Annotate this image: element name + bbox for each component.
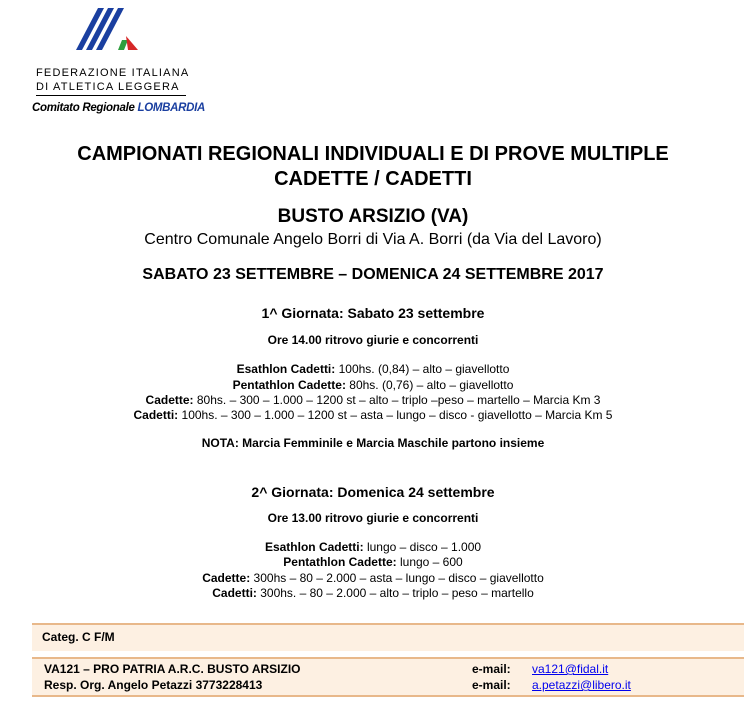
day1-line-label: Pentathlon Cadette: [232,378,346,392]
fidal-logo-icon [68,6,138,64]
day2-line [0,555,746,569]
day1-line-label: Cadette: [145,393,194,407]
event-title-line1: CAMPIONATI REGIONALI INDIVIDUALI E DI PROVE MULTIPLE [77,143,669,165]
event-title-line2: CADETTE / CADETTI [274,168,472,190]
day1-line-text: 80hs. – 300 – 1.000 – 1200 st – alto – triplo –peso – martello – Marcia Km 3 [193,393,601,407]
day1-nota: NOTA: Marcia Femminile e Marcia Maschile partono insieme [201,436,545,450]
day1-line [0,362,746,376]
day2-line-label: Cadette: [202,571,251,585]
comitato-prefix: Comitato Regionale [32,102,138,114]
day2-ritrovo: Ore 13.00 ritrovo giurie e concorrenti [267,511,479,525]
day2-line [0,540,746,554]
day2-line-text: lungo – 600 [396,555,463,569]
day2-heading: 2^ Giornata: Domenica 24 settembre [251,484,495,500]
organizer-contact: Resp. Org. Angelo Petazzi 3773228413 [44,678,263,692]
day2-line-label: Pentathlon Cadette: [283,555,397,569]
day1-line-label: Cadetti: [133,408,179,422]
federation-name-line1: FEDERAZIONE ITALIANA [36,67,190,79]
category-label: Categ. C F/M [42,630,115,644]
fidal-logo [28,6,206,118]
day1-line [0,378,746,392]
email-label: e-mail: [472,678,511,692]
email-link-club[interactable]: va121@fidal.it [532,662,609,676]
day2-line-label: Esathlon Cadetti: [264,540,364,554]
organizer-band [32,657,744,697]
day1-ritrovo: Ore 14.00 ritrovo giurie e concorrenti [267,333,479,347]
day2-line [0,586,746,600]
event-venue: Centro Comunale Angelo Borri di Via A. Borri (da Via del Lavoro) [144,231,602,248]
federation-name-line2: DI ATLETICA LEGGERA [36,81,180,93]
day2-line [0,571,746,585]
logo-divider [36,95,186,96]
day1-line-text: 80hs. (0,76) – alto – giavellotto [345,378,514,392]
day1-line-text: 100hs. (0,84) – alto – giavellotto [335,362,510,376]
category-band [32,623,744,651]
day1-line-label: Esathlon Cadetti: [236,362,336,376]
comitato-region: LOMBARDIA [137,102,206,114]
day2-line-label: Cadetti: [212,586,257,600]
day2-line-text: 300hs – 80 – 2.000 – asta – lungo – disco – giavellotto [250,571,544,585]
day2-line-text: lungo – disco – 1.000 [363,540,482,554]
email-link-contact[interactable]: a.petazzi@libero.it [532,678,631,692]
event-city: BUSTO ARSIZIO (VA) [277,206,469,227]
comitato-label [32,102,205,114]
day1-heading: 1^ Giornata: Sabato 23 settembre [261,305,485,321]
event-dates: SABATO 23 SETTEMBRE – DOMENICA 24 SETTEMBRE 2017 [142,266,604,283]
day1-line [0,408,746,422]
day1-line [0,393,746,407]
organizer-club: VA121 – PRO PATRIA A.R.C. BUSTO ARSIZIO [44,662,301,676]
email-label: e-mail: [472,662,511,676]
day2-line-text: 300hs. – 80 – 2.000 – alto – triplo – peso – martello [256,586,534,600]
day1-line-text: 100hs. – 300 – 1.000 – 1200 st – asta – lungo – disco - giavellotto – Marcia Km 5 [178,408,613,422]
